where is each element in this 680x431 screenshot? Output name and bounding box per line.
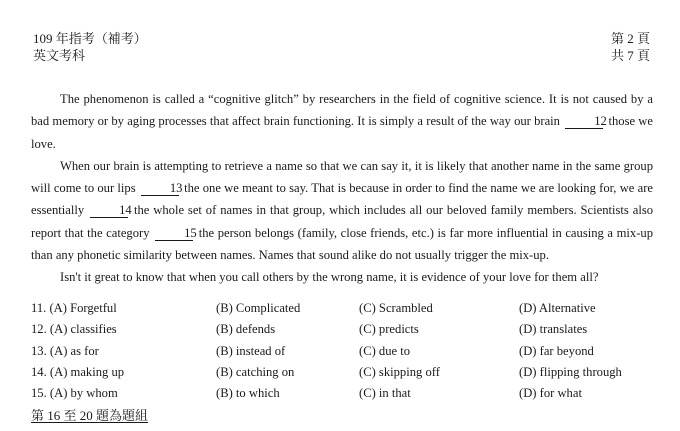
blank-14: 14 <box>90 204 128 218</box>
passage-text: the person belongs (family, close friends, etc.) is far more influential in causing a mix-up than any phonetic similarity between names. Names that sound alike do not usually trigger the mix-up. <box>31 225 653 263</box>
exam-subject: 英文考科 <box>33 48 86 63</box>
blank-12: 12 <box>565 115 603 129</box>
passage-paragraph-3: Isn't it great to know that when you call others by the wrong name, it is evidence of your love for them all? <box>60 270 599 285</box>
passage-text: The phenomenon is called a “cognitive glitch” by researchers in the field of cognitive science. It is not caused by a bad memory or by aging processes that affect brain functioning. It is simply a result of the way our brain <box>31 92 653 129</box>
option-d: (D) flipping through <box>519 364 622 379</box>
option-d: (D) for what <box>519 386 582 401</box>
option-a <box>31 383 118 404</box>
blank-13: 13 <box>141 182 179 196</box>
option-c: (C) predicts <box>359 322 419 337</box>
question-options <box>31 298 661 404</box>
page-indicator <box>611 30 650 64</box>
option-b: (B) defends <box>216 322 276 337</box>
option-a-text: (A) as for <box>49 343 99 358</box>
option-b: (B) instead of <box>216 343 286 358</box>
question-number: 13. <box>31 343 47 358</box>
page-total: 共 7 頁 <box>610 48 650 63</box>
page-number: 第 2 頁 <box>610 31 650 46</box>
option-d: (D) translates <box>519 322 588 337</box>
passage-paragraph-2 <box>31 155 653 266</box>
option-c: (C) in that <box>359 386 411 401</box>
question-15 <box>31 383 661 404</box>
exam-header <box>33 30 147 64</box>
option-a <box>31 319 117 340</box>
option-a <box>31 362 124 383</box>
passage-text: the one we meant to say. That is because in order to find the name we are looking for, we are essentially <box>31 181 653 218</box>
option-d: (D) far beyond <box>519 343 594 358</box>
question-number: 15. <box>31 386 47 401</box>
option-a <box>31 341 99 362</box>
passage-text: the whole set of names in that group, which includes all our beloved family members. Scientists also report that the category <box>31 203 654 240</box>
option-b: (B) to which <box>216 386 280 401</box>
option-c: (C) Scrambled <box>359 301 433 315</box>
option-c: (C) skipping off <box>359 364 440 379</box>
option-c: (C) due to <box>359 343 411 358</box>
exam-title: 109 年指考（補考） <box>33 31 147 46</box>
next-section-label: 第 16 至 20 題為題組 <box>31 408 149 423</box>
question-number: 14. <box>31 364 47 379</box>
option-a-text: (A) classifies <box>49 322 117 337</box>
option-b: (B) Complicated <box>216 301 301 315</box>
passage-text: When our brain is attempting to retrieve a name so that we can say it, it is likely that another name in the same group will come to our lips <box>31 158 653 196</box>
question-13 <box>31 341 661 362</box>
option-a-text: (A) Forgetful <box>49 301 117 315</box>
question-11 <box>31 298 661 319</box>
question-number: 12. <box>31 322 47 337</box>
option-a <box>31 298 117 319</box>
question-number: 11. <box>31 301 47 315</box>
passage-paragraph-1 <box>31 88 653 155</box>
blank-15: 15 <box>155 227 193 241</box>
passage-text: those we love. <box>31 114 653 151</box>
option-d: (D) Alternative <box>519 301 596 315</box>
passage <box>31 88 653 289</box>
option-a-text: (A) by whom <box>49 386 118 401</box>
option-a-text: (A) making up <box>49 364 125 379</box>
question-12 <box>31 319 661 340</box>
option-b: (B) catching on <box>216 364 295 379</box>
question-14 <box>31 362 661 383</box>
